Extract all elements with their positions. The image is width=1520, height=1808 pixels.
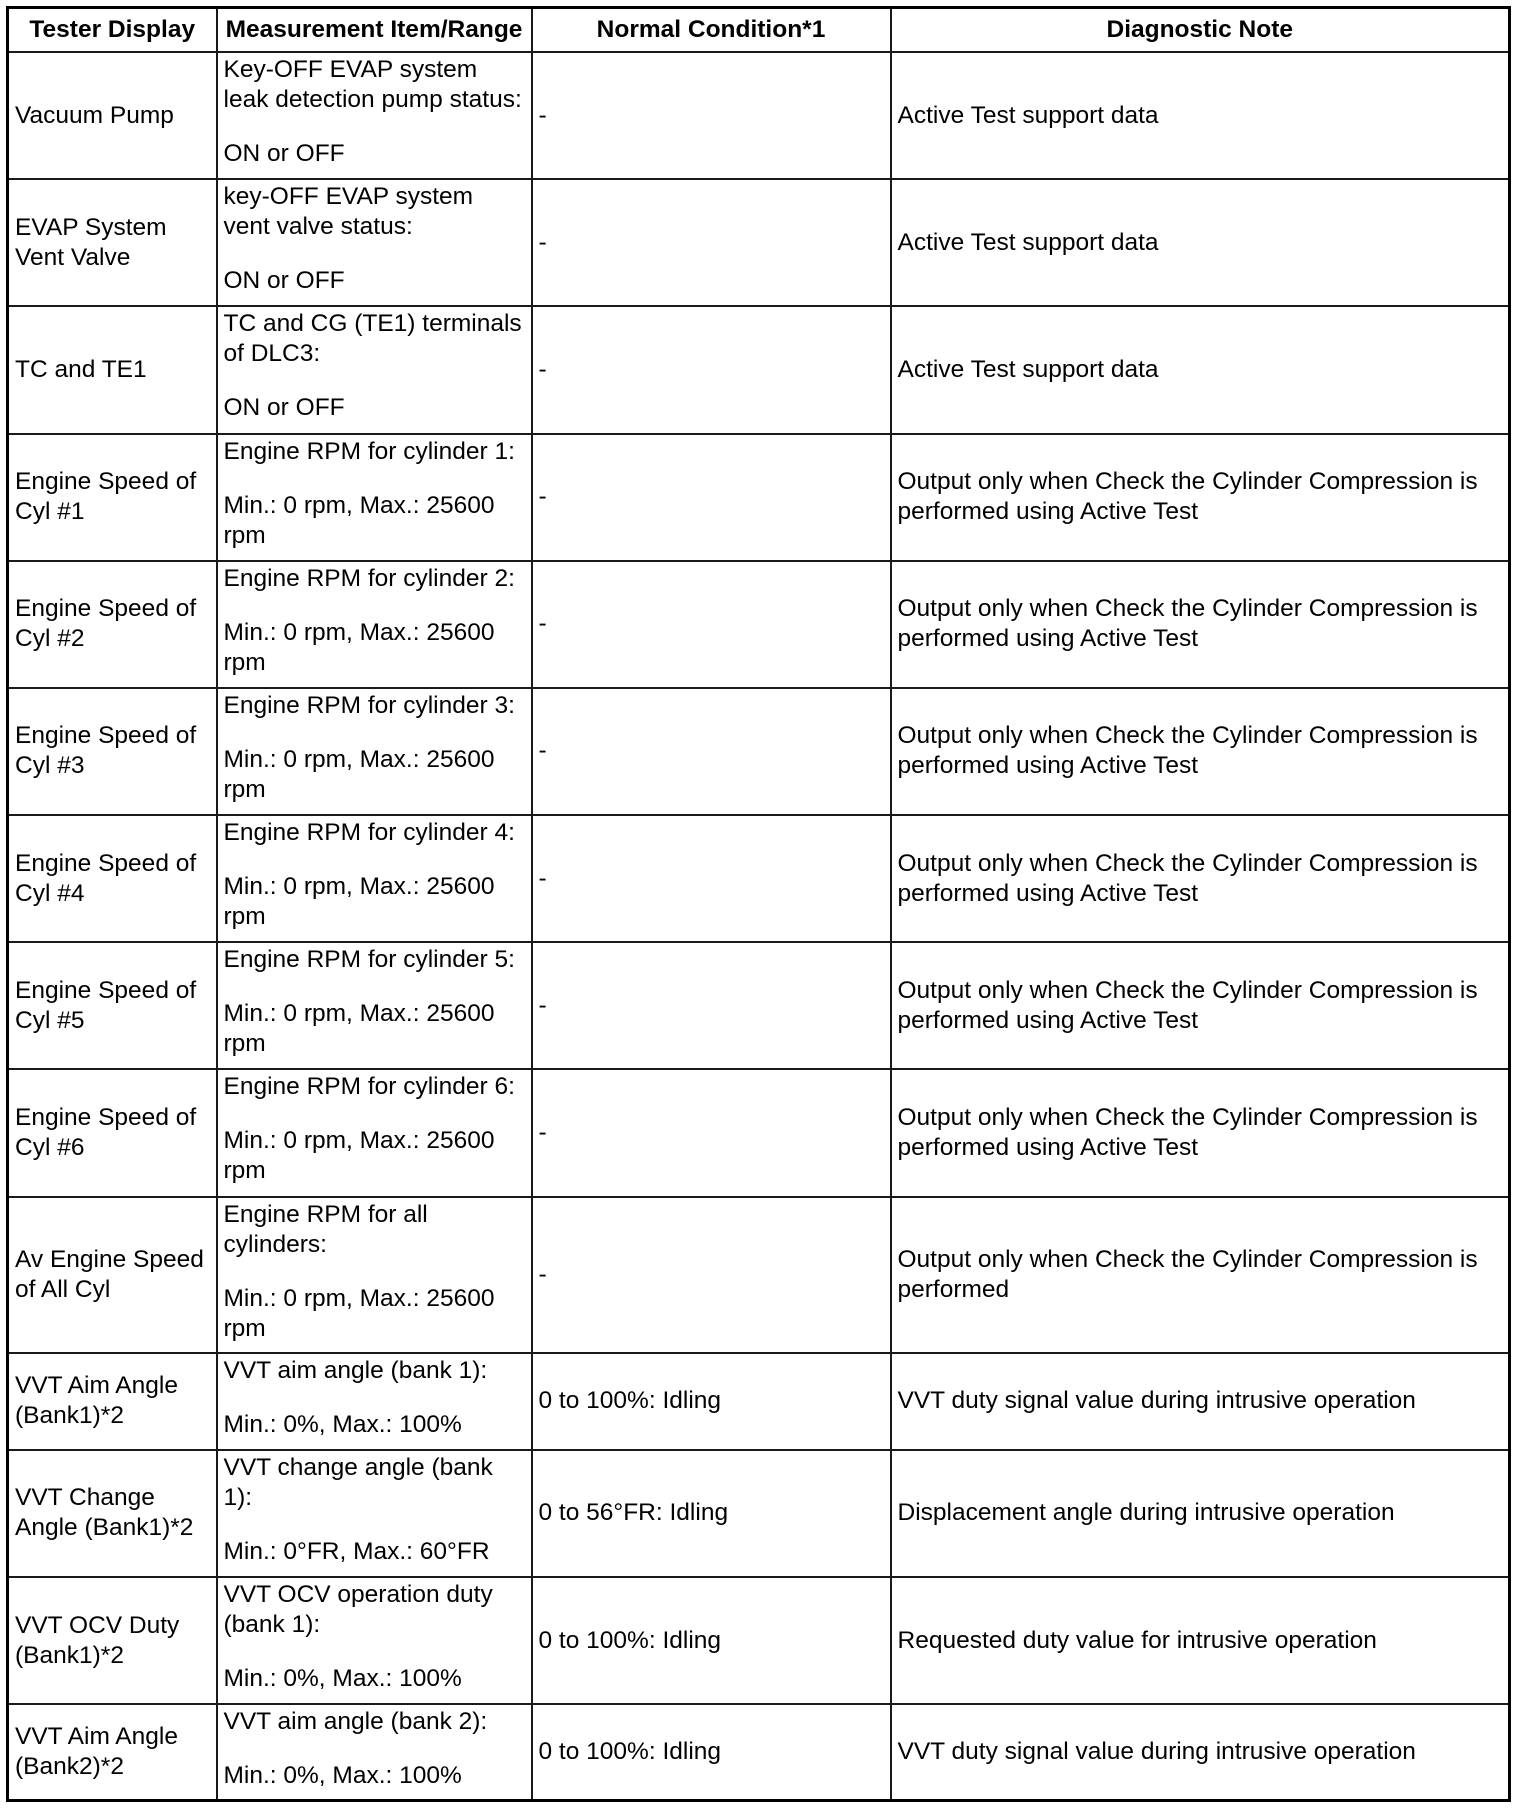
tester-display-cell: Engine Speed of Cyl #6	[8, 1069, 217, 1196]
measurement-cell	[217, 1704, 532, 1800]
table-row	[8, 1353, 1510, 1450]
diagnostic-note-cell: VVT duty signal value during intrusive operation	[891, 1353, 1510, 1450]
normal-condition-cell: -	[532, 688, 891, 815]
table-row	[8, 306, 1510, 433]
measurement-item: Key-OFF EVAP system leak detection pump status:	[223, 56, 522, 113]
measurement-item: Engine RPM for cylinder 2:	[223, 564, 515, 592]
table-row	[8, 561, 1510, 688]
diagnostic-data-table	[6, 6, 1511, 1802]
diagnostic-note-cell: Output only when Check the Cylinder Compression is performed using Active Test	[891, 688, 1510, 815]
diagnostic-note-cell: Output only when Check the Cylinder Compression is performed using Active Test	[891, 434, 1510, 561]
measurement-range: Min.: 0 rpm, Max.: 25600 rpm	[223, 491, 495, 549]
normal-condition-cell: -	[532, 179, 891, 306]
normal-condition-cell: -	[532, 815, 891, 942]
measurement-cell	[217, 1353, 532, 1450]
normal-condition-cell: -	[532, 1069, 891, 1196]
table-row	[8, 942, 1510, 1069]
diagnostic-note-cell: Active Test support data	[891, 306, 1510, 433]
normal-condition-cell: 0 to 100%: Idling	[532, 1353, 891, 1450]
tester-display-cell: VVT Aim Angle (Bank1)*2	[8, 1353, 217, 1450]
diagnostic-note-cell: Active Test support data	[891, 52, 1510, 179]
header-measurement-item: Measurement Item/Range	[217, 8, 532, 53]
measurement-item: TC and CG (TE1) terminals of DLC3:	[223, 310, 522, 368]
measurement-range: Min.: 0%, Max.: 100%	[223, 1762, 462, 1790]
measurement-range: Min.: 0 rpm, Max.: 25600 rpm	[223, 1127, 495, 1185]
tester-display-cell: Engine Speed of Cyl #4	[8, 815, 217, 942]
tester-display-cell: Engine Speed of Cyl #1	[8, 434, 217, 561]
measurement-cell	[217, 561, 532, 688]
tester-display-cell: VVT Change Angle (Bank1)*2	[8, 1450, 217, 1577]
header-diagnostic-note: Diagnostic Note	[891, 8, 1510, 53]
diagnostic-note-cell: Output only when Check the Cylinder Compression is performed using Active Test	[891, 942, 1510, 1069]
measurement-cell	[217, 1577, 532, 1704]
normal-condition-cell: 0 to 100%: Idling	[532, 1704, 891, 1800]
tester-display-cell: TC and TE1	[8, 306, 217, 433]
measurement-cell	[217, 1197, 532, 1353]
measurement-cell	[217, 179, 532, 306]
measurement-range: ON or OFF	[223, 267, 345, 295]
table-row	[8, 434, 1510, 561]
diagnostic-note-cell: Displacement angle during intrusive operation	[891, 1450, 1510, 1577]
normal-condition-cell: -	[532, 306, 891, 433]
normal-condition-cell: -	[532, 52, 891, 179]
normal-condition-cell: 0 to 100%: Idling	[532, 1577, 891, 1704]
measurement-cell	[217, 815, 532, 942]
diagnostic-note-cell: Active Test support data	[891, 179, 1510, 306]
table-header-row	[8, 8, 1510, 53]
measurement-item: key-OFF EVAP system vent valve status:	[223, 183, 474, 241]
table-row	[8, 688, 1510, 815]
measurement-range: Min.: 0 rpm, Max.: 25600 rpm	[223, 873, 495, 931]
measurement-item: VVT change angle (bank 1):	[223, 1453, 493, 1511]
tester-display-cell: Engine Speed of Cyl #3	[8, 688, 217, 815]
table-row	[8, 815, 1510, 942]
measurement-item: Engine RPM for cylinder 5:	[223, 946, 515, 974]
measurement-range: Min.: 0 rpm, Max.: 25600 rpm	[223, 1284, 495, 1342]
normal-condition-cell: -	[532, 434, 891, 561]
tester-display-cell: VVT Aim Angle (Bank2)*2	[8, 1704, 217, 1800]
table-row	[8, 179, 1510, 306]
measurement-cell	[217, 1450, 532, 1577]
measurement-item: Engine RPM for cylinder 1:	[223, 437, 515, 465]
tester-display-cell: VVT OCV Duty (Bank1)*2	[8, 1577, 217, 1704]
normal-condition-cell: -	[532, 1197, 891, 1353]
tester-display-cell: Engine Speed of Cyl #5	[8, 942, 217, 1069]
measurement-range: Min.: 0%, Max.: 100%	[223, 1410, 462, 1438]
measurement-cell	[217, 306, 532, 433]
tester-display-cell: Av Engine Speed of All Cyl	[8, 1197, 217, 1353]
table-row	[8, 52, 1510, 179]
measurement-range: ON or OFF	[223, 140, 345, 167]
measurement-item: Engine RPM for cylinder 4:	[223, 819, 515, 847]
measurement-cell	[217, 52, 532, 179]
normal-condition-cell: 0 to 56°FR: Idling	[532, 1450, 891, 1577]
diagnostic-note-cell: Output only when Check the Cylinder Compression is performed using Active Test	[891, 815, 1510, 942]
measurement-range: Min.: 0°FR, Max.: 60°FR	[223, 1537, 490, 1565]
table-body	[8, 52, 1510, 1801]
tester-display-cell: EVAP System Vent Valve	[8, 179, 217, 306]
measurement-item: Engine RPM for all cylinders:	[223, 1200, 428, 1258]
measurement-cell	[217, 688, 532, 815]
measurement-range: Min.: 0 rpm, Max.: 25600 rpm	[223, 1000, 495, 1058]
measurement-item: Engine RPM for cylinder 6:	[223, 1073, 515, 1101]
measurement-cell	[217, 434, 532, 561]
measurement-range: Min.: 0 rpm, Max.: 25600 rpm	[223, 745, 495, 803]
measurement-range: Min.: 0%, Max.: 100%	[223, 1665, 462, 1693]
measurement-cell	[217, 1069, 532, 1196]
measurement-item: VVT aim angle (bank 1):	[223, 1356, 488, 1384]
measurement-item: Engine RPM for cylinder 3:	[223, 691, 515, 719]
measurement-item: VVT aim angle (bank 2):	[223, 1708, 488, 1736]
header-tester-display: Tester Display	[8, 8, 217, 53]
diagnostic-note-cell: VVT duty signal value during intrusive operation	[891, 1704, 1510, 1800]
measurement-range: ON or OFF	[223, 394, 345, 422]
diagnostic-note-cell: Output only when Check the Cylinder Compression is performed using Active Test	[891, 1069, 1510, 1196]
table-row	[8, 1069, 1510, 1196]
tester-display-cell: Vacuum Pump	[8, 52, 217, 179]
diagnostic-note-cell: Requested duty value for intrusive operation	[891, 1577, 1510, 1704]
diagnostic-note-cell: Output only when Check the Cylinder Compression is performed using Active Test	[891, 561, 1510, 688]
normal-condition-cell: -	[532, 942, 891, 1069]
table-row	[8, 1450, 1510, 1577]
diagnostic-note-cell: Output only when Check the Cylinder Compression is performed	[891, 1197, 1510, 1353]
tester-display-cell: Engine Speed of Cyl #2	[8, 561, 217, 688]
header-normal-condition: Normal Condition*1	[532, 8, 891, 53]
table-row	[8, 1197, 1510, 1353]
table-row	[8, 1577, 1510, 1704]
normal-condition-cell: -	[532, 561, 891, 688]
measurement-item: VVT OCV operation duty (bank 1):	[223, 1581, 493, 1639]
measurement-cell	[217, 942, 532, 1069]
measurement-range: Min.: 0 rpm, Max.: 25600 rpm	[223, 618, 495, 676]
table-row	[8, 1704, 1510, 1800]
